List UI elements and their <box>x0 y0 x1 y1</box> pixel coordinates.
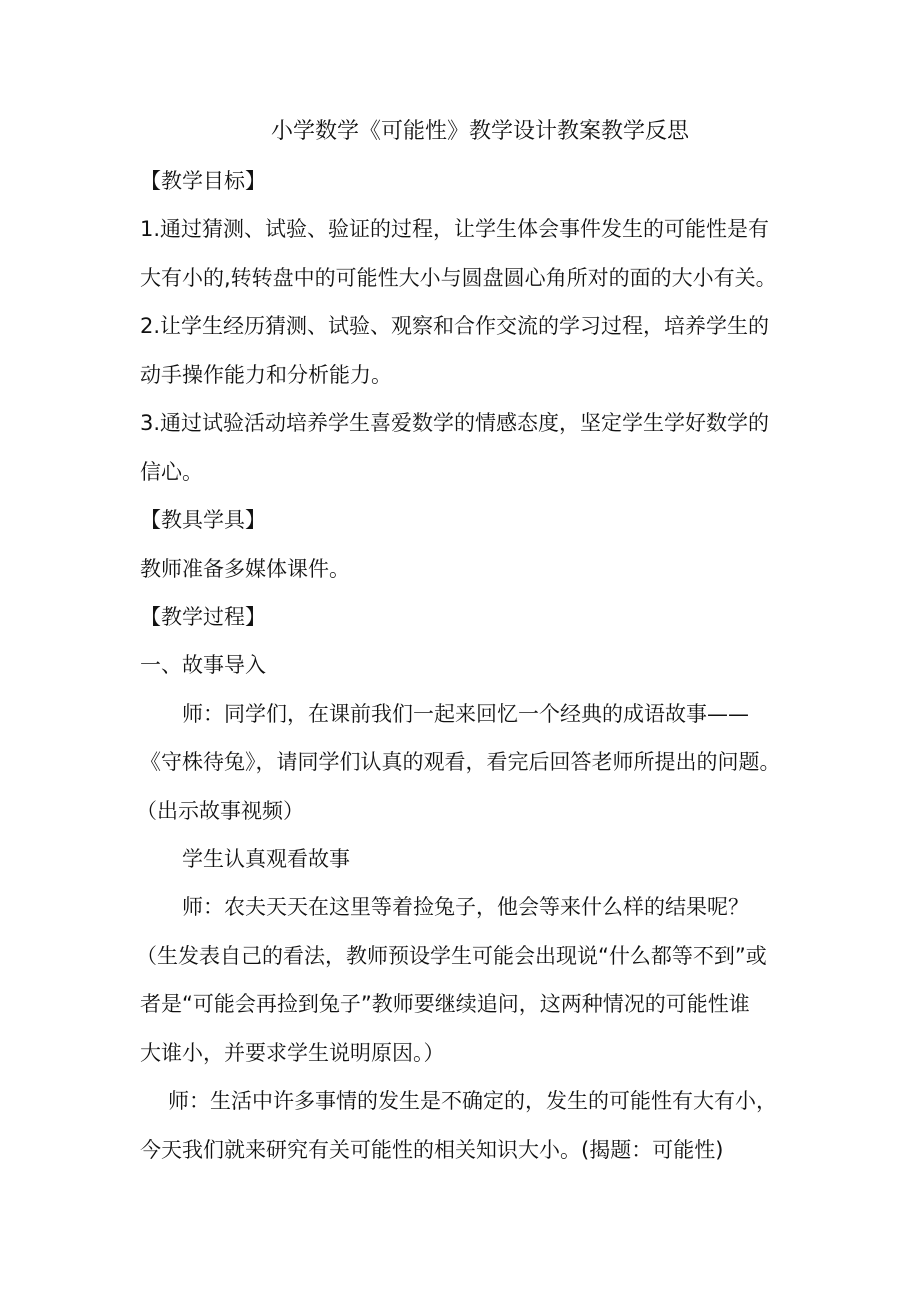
paragraph-line: 师：农夫天天在这里等着捡兔子，他会等来什么样的结果呢？ <box>182 895 749 919</box>
section-heading-tools: 【教具学具】 <box>140 508 266 532</box>
section-heading-objectives: 【教学目标】 <box>140 169 266 193</box>
paragraph-line: 者是“可能会再捡到兔子”教师要继续追问，这两种情况的可能性谁 <box>140 992 750 1016</box>
subsection-heading: 一、故事导入 <box>140 653 266 677</box>
paragraph-line: 大谁小，并要求学生说明原因。） <box>140 1041 445 1065</box>
paragraph-line: 今天我们就来研究有关可能性的相关知识大小。(揭题：可能性) <box>140 1138 724 1162</box>
paragraph-line: 3.通过试验活动培养学生喜爱数学的情感态度，坚定学生学好数学的 <box>140 411 770 435</box>
paragraph-line: （出示故事视频） <box>136 799 304 823</box>
paragraph-line: 动手操作能力和分析能力。 <box>140 363 392 387</box>
paragraph-line: 师：同学们，在课前我们一起来回忆一个经典的成语故事—— <box>182 702 749 726</box>
paragraph-line: 2.让学生经历猜测、试验、观察和合作交流的学习过程，培养学生的 <box>140 314 770 338</box>
section-heading-process: 【教学过程】 <box>140 605 266 629</box>
paragraph-line: 1.通过猜测、试验、验证的过程，让学生体会事件发生的可能性是有 <box>140 217 770 241</box>
paragraph-line: 大有小的,转转盘中的可能性大小与圆盘圆心角所对的面的大小有关。 <box>140 266 777 290</box>
paragraph-line: （生发表自己的看法，教师预设学生可能会出现说“什么都等不到”或 <box>136 944 767 968</box>
paragraph-line: 《守株待兔》，请同学们认真的观看，看完后回答老师所提出的问题。 <box>140 750 781 774</box>
paragraph-line: 学生认真观看故事 <box>182 847 350 871</box>
paragraph-line: 信心。 <box>140 460 203 484</box>
document-title: 小学数学《可能性》教学设计教案教学反思 <box>270 119 689 144</box>
paragraph-line: 教师准备多媒体课件。 <box>140 557 350 581</box>
paragraph-line: 师：生活中许多事情的发生是不确定的，发生的可能性有大有小， <box>168 1089 777 1113</box>
